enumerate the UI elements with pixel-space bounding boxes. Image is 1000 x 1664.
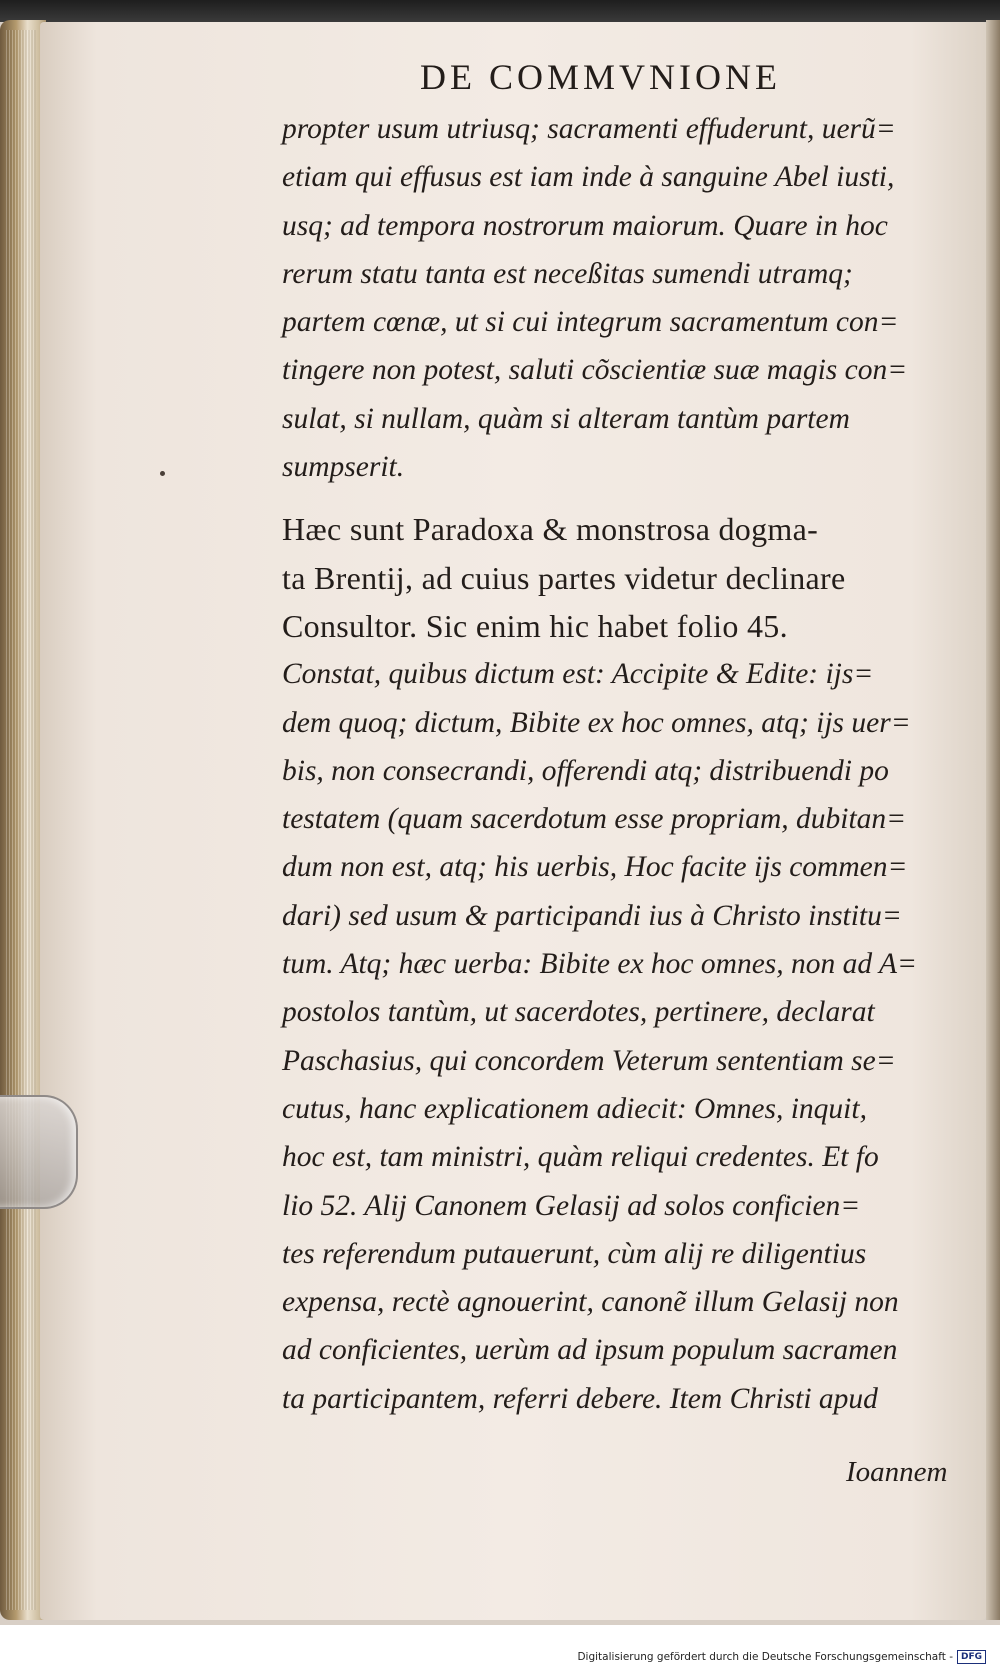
page-body-text [282,105,972,1423]
text-line: ta Brentij, ad cuius partes videtur declinare [282,559,846,596]
dfg-logo: DFG [957,1650,986,1664]
digitization-credit [577,1650,986,1664]
catchword: Ioannem [846,1456,948,1488]
text-line: lio 52. Alij Canonem Gelasij ad solos conficien= [282,1189,861,1222]
text-line: ad conficientes, uerùm ad ipsum populum sacramen [282,1334,898,1367]
running-header: DE COMMVNIONE [420,57,781,97]
text-line: tum. Atq; hæc uerba: Bibite ex hoc omnes, non ad A= [282,948,917,981]
text-line: hoc est, tam ministri, quàm reliqui credentes. Et fo [282,1141,879,1174]
text-line: dari) sed usum & participandi ius à Christo institu= [282,899,902,932]
text-line: tingere non potest, saluti cõscientiæ suæ magis con= [282,354,908,387]
text-line: Constat, quibus dictum est: Accipite & Edite: ijs= [282,658,874,691]
text-line: partem cœnæ, ut si cui integrum sacramentum con= [282,306,899,339]
text-line: cutus, hanc explicationem adiecit: Omnes, inquit, [282,1092,867,1125]
text-line: testatem (quam sacerdotum esse propriam, dubitan= [282,803,907,836]
text-line: propter usum utriusq; sacramenti effuderunt, uerũ= [282,113,896,145]
text-line: expensa, rectè agnouerint, canonẽ illum Gelasij non [282,1286,899,1319]
text-line: tes referendum putauerunt, cùm alij re diligentius [282,1237,867,1270]
text-line: Hæc sunt Paradoxa & monstrosa dogma- [282,511,819,548]
text-line: Consultor. Sic enim hic habet folio 45. [282,607,788,644]
book-right-edge [986,20,1000,1620]
text-line: bis, non consecrandi, offerendi atq; distribuendi po [282,754,889,787]
text-line: sulat, si nullam, quàm si alteram tantùm partem [282,402,850,435]
text-line: ta participantem, referri debere. Item Christi apud [282,1382,878,1415]
text-line: rerum statu tanta est neceßitas sumendi utramq; [282,257,853,290]
margin-mark [160,471,165,476]
text-line: dem quoq; dictum, Bibite ex hoc omnes, atq; ijs uer= [282,706,911,739]
text-line: dum non est, atq; his uerbis, Hoc facite ijs commen= [282,851,908,884]
credit-text: Digitalisierung gefördert durch die Deutsche Forschungsgemeinschaft - [577,1651,953,1663]
book-clasp [0,1095,78,1209]
text-line: Paschasius, qui concordem Veterum sententiam se= [282,1044,896,1077]
paragraph-gap [282,491,972,505]
text-line: usq; ad tempora nostrorum maiorum. Quare in hoc [282,209,888,242]
text-line: etiam qui effusus est iam inde à sanguine Abel iusti, [282,161,895,194]
text-line: sumpserit. [282,451,405,484]
text-line: postolos tantùm, ut sacerdotes, pertinere, declarat [282,996,875,1029]
scanner-top-edge [0,0,1000,22]
